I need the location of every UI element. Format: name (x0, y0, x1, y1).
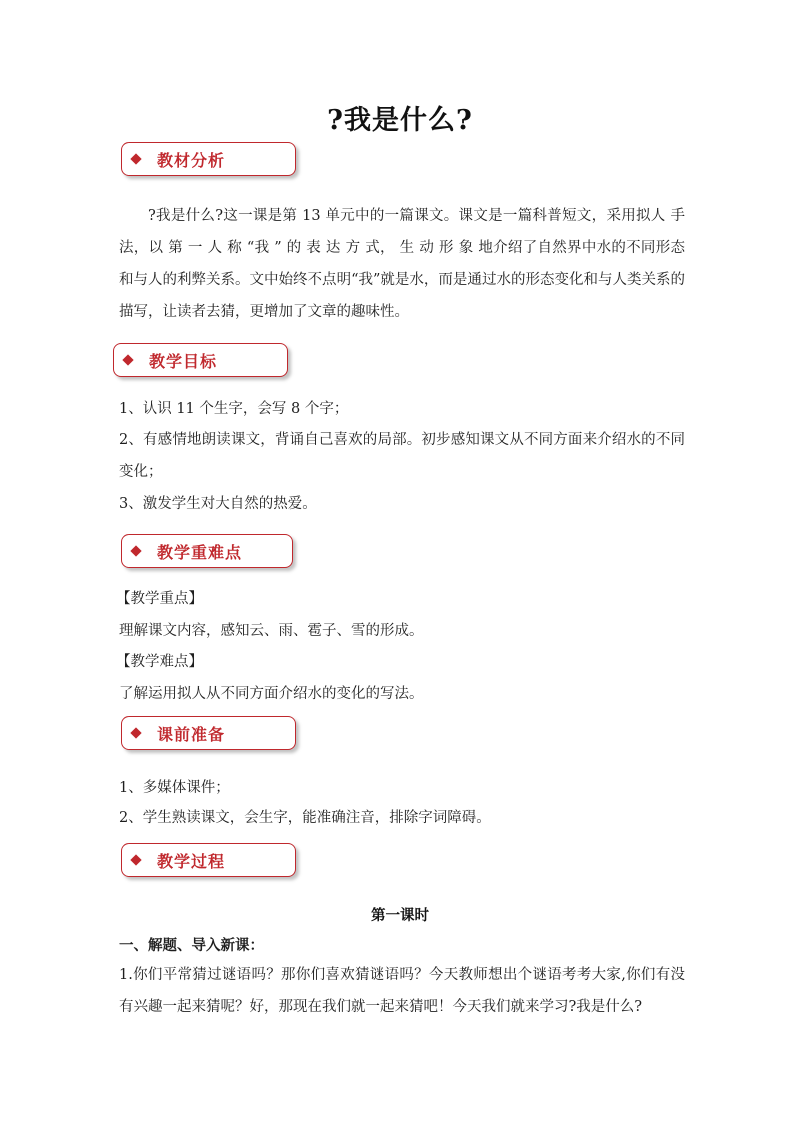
section-heading-label: 教学过程 (157, 852, 226, 871)
section-heading-preparation (121, 716, 331, 752)
step-text: 1.你们平常猜过谜语吗？那你们喜欢猜谜语吗？今天教师想出个谜语考考大家,你们有没有兴趣一起来猜呢？好，那现在我们就一起来猜吧！今天我们就来学习?我是什么? (119, 967, 685, 1015)
focus-label: 【教学重点】 (116, 591, 203, 607)
section-heading-analysis (121, 142, 331, 178)
analysis-paragraph: ?我是什么?这一课是第 13 单元中的一篇课文。课文是一篇科普短文，采用拟人 手 法，以 第 一 人 称 “我 ” 的 表 达 方 式， 生 动 形 象 地介绍了自然界中水的不同形态和与人的利弊关系。文中始终不点明“我”就是水，而是通过水的形态变化和与人类关系的描写，让读者去猜，更增加了文章的趣味性。 (119, 208, 685, 320)
goal-item-2: 2、有感情地朗读课文，背诵自己喜欢的局部。初步感知课文从不同方面来介绍水的不同变化； (119, 432, 685, 480)
section-heading-keypoints (121, 534, 331, 570)
prep-item-2: 2、学生熟读课文，会生字，能准确注音，排除字词障碍。 (119, 810, 491, 826)
page-title: ?我是什么? (327, 105, 473, 136)
section-heading-label: 教学重难点 (157, 543, 243, 562)
section-heading-label: 教材分析 (157, 151, 226, 170)
section-heading-goals (113, 343, 323, 379)
goal-item-3: 3、激发学生对大自然的热爱。 (119, 496, 317, 512)
difficulty-label: 【教学难点】 (116, 654, 203, 670)
prep-item-1: 1、多媒体课件； (119, 780, 230, 796)
section-heading-label: 课前准备 (157, 725, 226, 744)
difficulty-text: 了解运用拟人从不同方面介绍水的变化的写法。 (119, 686, 424, 702)
section-heading-label: 教学目标 (149, 352, 218, 371)
focus-text: 理解课文内容，感知云、雨、雹子、雪的形成。 (119, 623, 424, 639)
goal-item-1: 1、认识 11 个生字，会写 8 个字； (119, 401, 349, 417)
period-title: 第一课时 (371, 907, 429, 924)
section-heading-process (121, 843, 331, 879)
step-title: 一、解题、导入新课： (119, 937, 264, 954)
